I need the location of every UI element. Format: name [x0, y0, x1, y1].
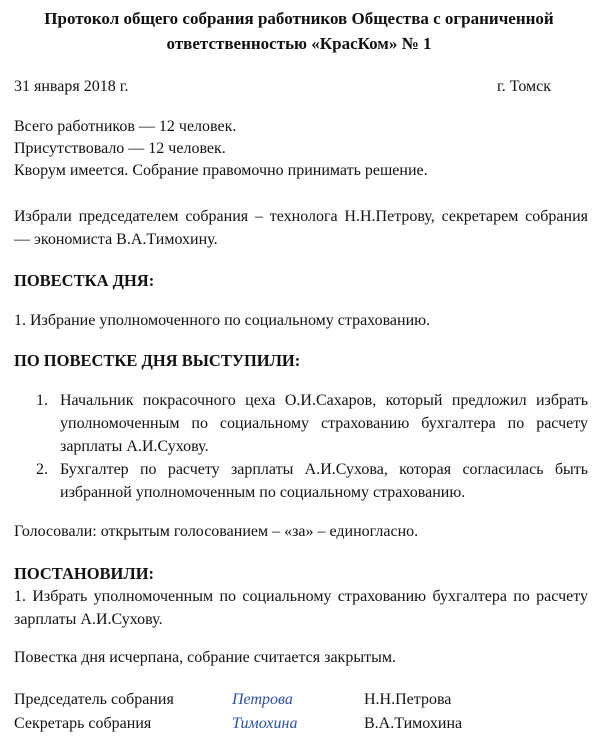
protocol-city: г. Томск [497, 78, 552, 95]
document-title: Протокол общего собрания работников Общества с ограниченной ответственностью «КрасКом» № 1 [44, 9, 554, 53]
speakers-heading: ПО ПОВЕСТКЕ ДНЯ ВЫСТУПИЛИ: [14, 351, 301, 370]
speaker-1-number: 1. [36, 392, 48, 409]
present-workers: Присутствовало — 12 человек. [14, 140, 226, 157]
secretary-signature: Тимохина [232, 715, 298, 732]
chair-signature: Петрова [232, 691, 293, 708]
elected-officials: Избрали председателем собрания – технолога Н.Н.Петрову, секретарем собрания — экономиста В.А.Тимохину. [14, 208, 588, 248]
agenda-heading: ПОВЕСТКА ДНЯ: [14, 271, 155, 290]
total-workers: Всего работников — 12 человек. [14, 118, 237, 135]
agenda-item: 1. Избрание уполномоченного по социальному страхованию. [14, 312, 431, 329]
speaker-1-text: Начальник покрасочного цеха О.И.Сахаров, который предложил избрать уполномоченным по социальному страхованию бухгалтера по расчету зарплаты А.И.Сухову. [60, 392, 588, 455]
voting-result: Голосовали: открытым голосованием – «за» – единогласно. [14, 523, 419, 540]
speaker-2-number: 2. [36, 461, 48, 478]
secretary-name: В.А.Тимохина [364, 715, 463, 732]
protocol-date: 31 января 2018 г. [14, 78, 129, 95]
quorum-statement: Кворум имеется. Собрание правомочно принимать решение. [14, 162, 428, 179]
closing-statement: Повестка дня исчерпана, собрание считается закрытым. [14, 649, 396, 666]
chair-role: Председатель собрания [14, 691, 174, 708]
resolution-text: 1. Избрать уполномоченным по социальному страхованию бухгалтера по расчету зарплаты А.И.Сухову. [14, 588, 588, 628]
chair-name: Н.Н.Петрова [364, 691, 452, 708]
secretary-role: Секретарь собрания [14, 715, 152, 732]
speaker-2-text: Бухгалтер по расчету зарплаты А.И.Сухова, которая согласилась быть избранной уполномоченным по социальному страхованию. [60, 461, 588, 501]
resolution-heading: ПОСТАНОВИЛИ: [14, 564, 155, 583]
